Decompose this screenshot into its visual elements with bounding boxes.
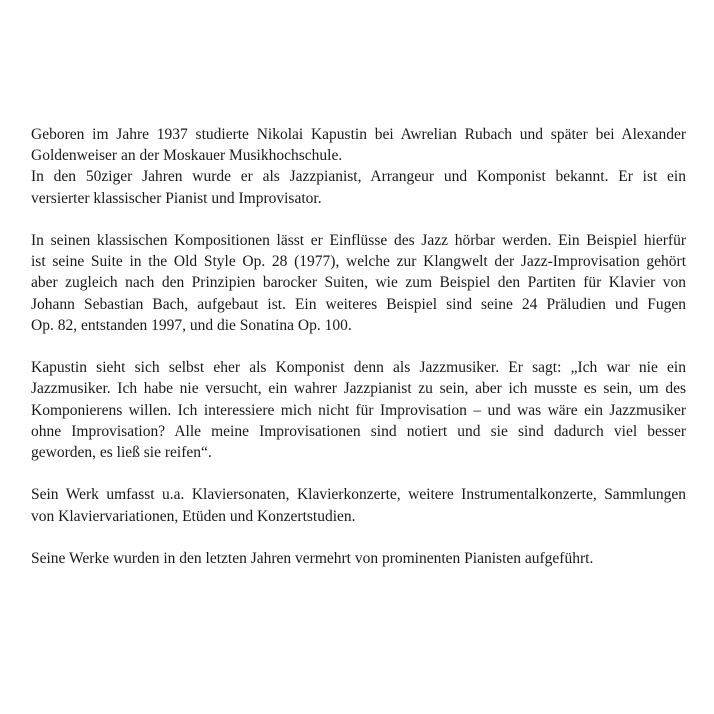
text-line: geworden, es ließ sie reifen“. (31, 444, 212, 462)
text-line: Seine Werke wurden in den letzten Jahren vermehrt von prominenten Pianisten aufgeführt. (31, 550, 594, 567)
text-line: ist seine Suite in the Old Style Op. 28 (1977), welche zur Klangwelt der Jazz-Improvisation gehört (31, 253, 686, 271)
text-line: Op. 82, entstanden 1997, und die Sonatina Op. 100. (31, 316, 352, 334)
paragraph-early-life (31, 124, 686, 209)
paragraph-oeuvre (31, 484, 686, 526)
text-line: aber zugleich nach den Prinzipien barocker Suiten, wie zum Beispiel den Partiten für Klavier von (31, 274, 686, 292)
paragraph-classical-works (31, 230, 686, 336)
text-line: In seinen klassischen Kompositionen lässt er Einflüsse des Jazz hörbar werden. Ein Beispiel hierfür (31, 232, 686, 249)
paragraph-performers (31, 548, 686, 569)
biography-text (31, 124, 686, 590)
text-line: Goldenweiser an der Moskauer Musikhochschule. (31, 147, 343, 165)
text-line: Sein Werk umfasst u.a. Klaviersonaten, Klavierkonzerte, weitere Instrumentalkonzerte, Sammlungen (31, 486, 686, 504)
text-line: Komponierens willen. Ich interessiere mich nicht für Improvisation – und was wäre ein Jazzmusiker (31, 401, 686, 419)
text-line: Kapustin sieht sich selbst eher als Komponist denn als Jazzmusiker. Er sagt: „Ich war nie ein (31, 359, 686, 377)
text-line: von Klaviervariationen, Etüden und Konzertstudien. (31, 507, 356, 525)
text-line: ohne Improvisation? Alle meine Improvisationen sind notiert und sie sind dadurch viel besser (31, 422, 686, 440)
paragraph-quote (31, 357, 686, 463)
text-line: Geboren im Jahre 1937 studierte Nikolai Kapustin bei Awrelian Rubach und später bei Alexander (31, 126, 686, 143)
text-line: versierter klassischer Pianist und Improvisator. (31, 189, 322, 207)
text-line: In den 50ziger Jahren wurde er als Jazzpianist, Arrangeur und Komponist bekannt. Er ist ein (31, 168, 686, 186)
text-line: Johann Sebastian Bach, aufgebaut ist. Ein weiteres Beispiel sind seine 24 Präludien und Fugen (31, 295, 686, 313)
text-line: Jazzmusiker. Ich habe nie versucht, ein wahrer Jazzpianist zu sein, aber ich musste es sein, um des (31, 380, 686, 398)
